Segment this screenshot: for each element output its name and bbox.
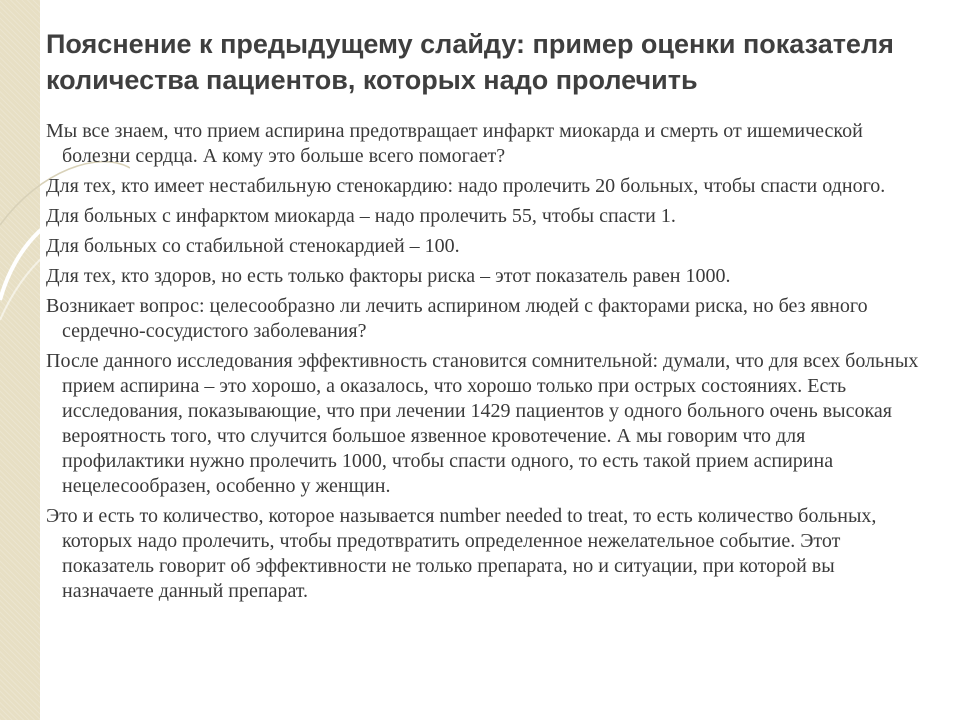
paragraph-stable-angina: Для больных со стабильной стенокардией – 100. — [46, 235, 460, 257]
paragraph-nnt-definition: Это и есть то количество, которое называется number needed to treat, то есть количество больных, которых надо пролечить, чтобы предотвратить определенное нежелательное событие. Этот показатель говорит об эффективности не только препарата, но и ситуации, при которой вы назначаете данный препарат. — [46, 505, 877, 602]
slide-title: Пояснение к предыдущему слайду: пример оценки показателя количества пациентов, которых надо пролечить — [46, 29, 894, 95]
paragraph-myocardial-infarction: Для больных с инфарктом миокарда – надо пролечить 55, чтобы спасти 1. — [46, 205, 676, 227]
paragraph-unstable-angina: Для тех, кто имеет нестабильную стенокардию: надо пролечить 20 больных, чтобы спасти одного. — [46, 175, 886, 197]
paragraph-study-results: После данного исследования эффективность становится сомнительной: думали, что для всех больных прием аспирина – это хорошо, а оказалось, что хорошо только при острых состояниях. Есть исследования, показывающие, что при лечении 1429 пациентов у одного больного очень высокая вероятность того, что случится большое язвенное кровотечение. А мы говорим что для профилактики нужно пролечить 1000, чтобы спасти одного, то есть такой прием аспирина нецелесообразен, особенно у женщин. — [46, 350, 919, 497]
paragraph-question: Возникает вопрос: целесообразно ли лечить аспирином людей с факторами риска, но без явного сердечно-сосудистого заболевания? — [46, 295, 868, 342]
slide-body — [46, 119, 926, 609]
paragraph-aspirin-intro: Мы все знаем, что прием аспирина предотвращает инфаркт миокарда и смерть от ишемической болезни сердца. А кому это больше всего помогает? — [46, 120, 863, 167]
decorative-left-band — [0, 0, 40, 720]
paragraph-risk-factors: Для тех, кто здоров, но есть только факторы риска – этот показатель равен 1000. — [46, 265, 731, 287]
